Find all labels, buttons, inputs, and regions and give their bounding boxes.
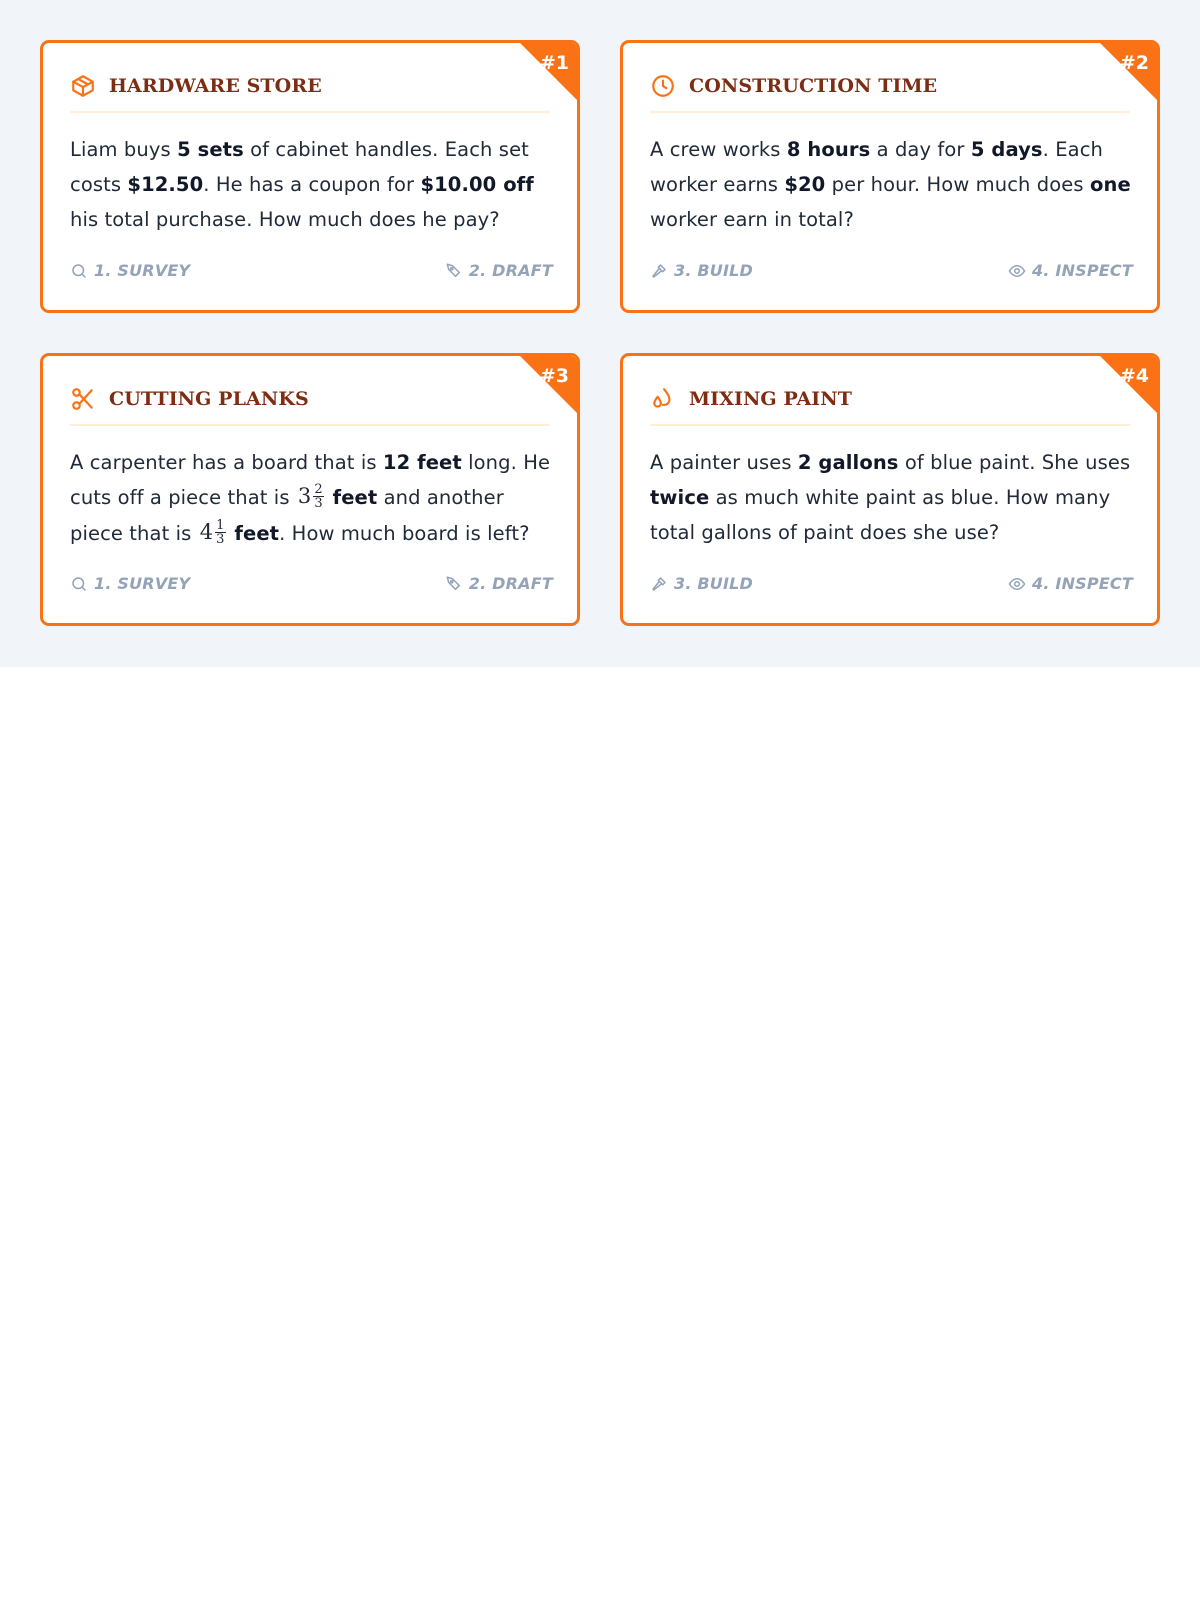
problem-card-4 (620, 353, 1160, 626)
card-header (650, 69, 937, 103)
emphasis: $20 (784, 173, 826, 196)
problem-card-3 (40, 353, 580, 626)
scissors-icon (70, 386, 96, 412)
emphasis: twice (650, 486, 710, 509)
clock-icon (650, 73, 676, 99)
droplets-icon (650, 386, 676, 412)
corner-ribbon (1091, 40, 1160, 109)
card-title: HARDWARE STORE (109, 75, 322, 97)
card-header (70, 69, 322, 103)
step-draft (445, 574, 553, 593)
emphasis: $12.50 (127, 173, 204, 196)
step-label: 4. INSPECT (1032, 261, 1133, 280)
emphasis: 12 feet (382, 451, 462, 474)
problem-text: A painter uses 2 gallons of blue paint. She uses twice as much white paint as blue. How many total gallons of paint does she use? (650, 451, 1131, 544)
step-label: 4. INSPECT (1032, 574, 1133, 593)
problem-number: #1 (539, 52, 569, 74)
problem-number: #3 (539, 365, 569, 387)
problem-card-1 (40, 40, 580, 313)
divider (70, 424, 550, 426)
step-survey (70, 261, 190, 280)
step-label: 1. SURVEY (94, 574, 191, 593)
search-icon (70, 575, 94, 593)
card-title: CONSTRUCTION TIME (689, 75, 938, 97)
step-label: 2. DRAFT (468, 261, 553, 280)
card-title: MIXING PAINT (689, 388, 852, 410)
divider (70, 111, 550, 113)
box-icon (70, 73, 96, 99)
step-survey (70, 574, 190, 593)
emphasis: feet (325, 486, 378, 509)
card-header (70, 382, 309, 416)
problem-number: #2 (1119, 52, 1149, 74)
problem-number: #4 (1119, 365, 1149, 387)
problem-card-2 (620, 40, 1160, 313)
pen-tool-icon (445, 262, 469, 280)
eye-icon (1008, 262, 1032, 280)
card-header (650, 382, 852, 416)
card-title: CUTTING PLANKS (109, 388, 309, 410)
problem-text: Liam buys 5 sets of cabinet handles. Each set costs $12.50. He has a coupon for $10.00 off his total purchase. How much does he pay? (70, 138, 534, 231)
mixed-fraction: 4 1 3 (199, 518, 225, 547)
step-draft (445, 261, 553, 280)
corner-ribbon (511, 353, 580, 422)
hammer-icon (650, 575, 674, 593)
divider (650, 111, 1130, 113)
search-icon (70, 262, 94, 280)
emphasis: feet (227, 522, 280, 545)
emphasis: one (1089, 173, 1131, 196)
emphasis: 5 sets (177, 138, 244, 161)
step-inspect (1008, 574, 1133, 593)
emphasis: 5 days (970, 138, 1043, 161)
step-label: 3. BUILD (674, 574, 753, 593)
problem-text: A crew works 8 hours a day for 5 days. Each worker earns $20 per hour. How much does one worker earn in total? (650, 138, 1131, 231)
step-inspect (1008, 261, 1133, 280)
divider (650, 424, 1130, 426)
emphasis: $10.00 off (420, 173, 534, 196)
step-build (650, 261, 753, 280)
mixed-fraction: 3 2 3 (297, 482, 323, 511)
pen-tool-icon (445, 575, 469, 593)
corner-ribbon (511, 40, 580, 109)
hammer-icon (650, 262, 674, 280)
step-label: 1. SURVEY (94, 261, 191, 280)
step-build (650, 574, 753, 593)
eye-icon (1008, 575, 1032, 593)
step-label: 3. BUILD (674, 261, 753, 280)
step-label: 2. DRAFT (468, 574, 553, 593)
emphasis: 2 gallons (797, 451, 899, 474)
emphasis: 8 hours (786, 138, 871, 161)
corner-ribbon (1091, 353, 1160, 422)
worksheet-board (0, 0, 1200, 667)
problem-text: A carpenter has a board that is 12 feet long. He cuts off a piece that is 3 2 3 feet and another piece that is 4 1 3 feet. How much board is left? (70, 445, 557, 552)
